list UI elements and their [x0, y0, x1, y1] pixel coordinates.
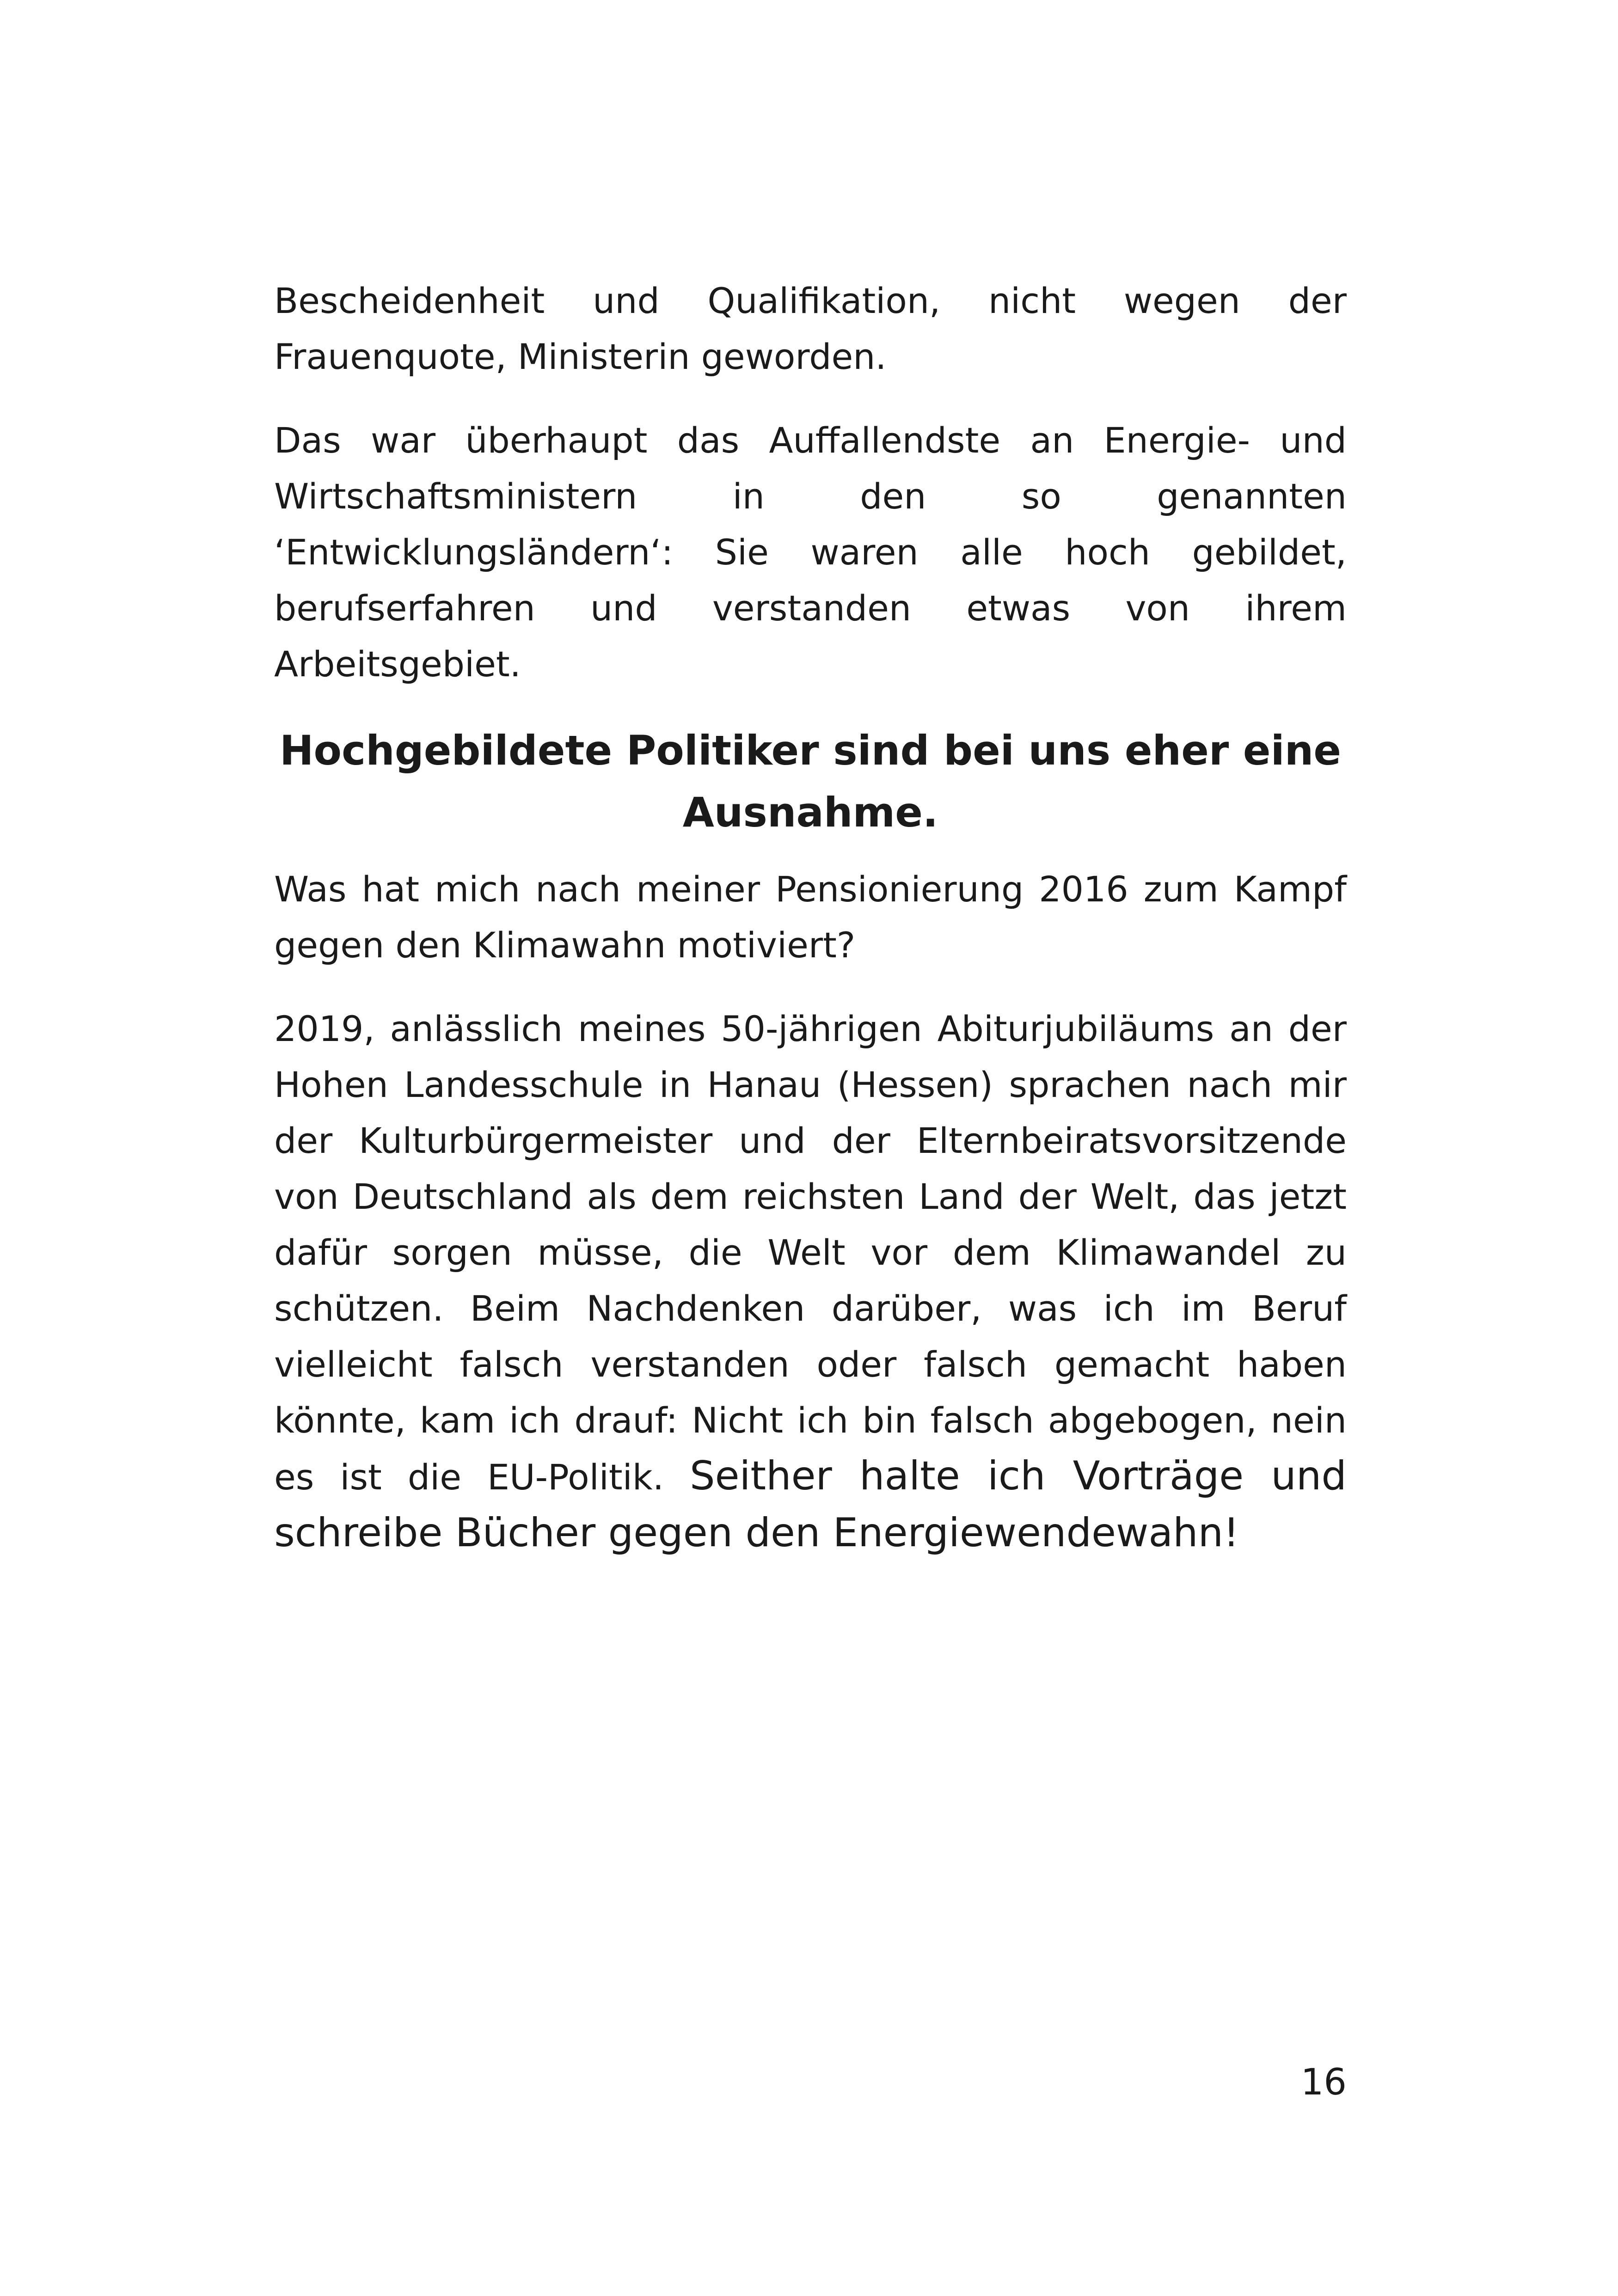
paragraph-2: Das war überhaupt das Auffallendste an Energie- und Wirtschaftsministern in den so genannten ‘Entwicklungsländern‘: Sie waren alle hoch gebildet, berufserfahren und verstanden etwas von ihrem Arbeitsgebiet. — [274, 420, 1347, 685]
paragraph-4-tail: Seither halte ich Vorträge und schreibe Bücher gegen den Energiewendewahn! — [274, 1453, 1347, 1556]
page-number: 16 — [1300, 2062, 1347, 2103]
section-heading: Hochgebildete Politiker sind bei uns eher eine Ausnahme. — [279, 727, 1342, 836]
paragraph-4-main: 2019, anlässlich meines 50-jährigen Abiturjubiläums an der Hohen Landesschule in Hanau (Hessen) sprachen nach mir der Kulturbürgermeister und der Elternbeiratsvorsitzende von Deutschland als dem reichsten Land der Welt, das jetzt dafür sorgen müsse, die Welt vor dem Klimawandel zu schützen. Beim Nachdenken darüber, was ich im Beruf vielleicht falsch verstanden oder falsch gemacht haben könnte, kam ich drauf: Nicht ich bin falsch abgebogen, nein es ist die EU-Politik. — [274, 1008, 1347, 1498]
paragraph-3: Was hat mich nach meiner Pensionierung 2016 zum Kampf gegen den Klimawahn motiviert? — [274, 869, 1347, 966]
paragraph-4 — [274, 1001, 1347, 1562]
body-text — [274, 273, 1347, 1590]
paragraph-1: Bescheidenheit und Qualifikation, nicht wegen der Frauenquote, Ministerin geworden. — [274, 280, 1347, 377]
